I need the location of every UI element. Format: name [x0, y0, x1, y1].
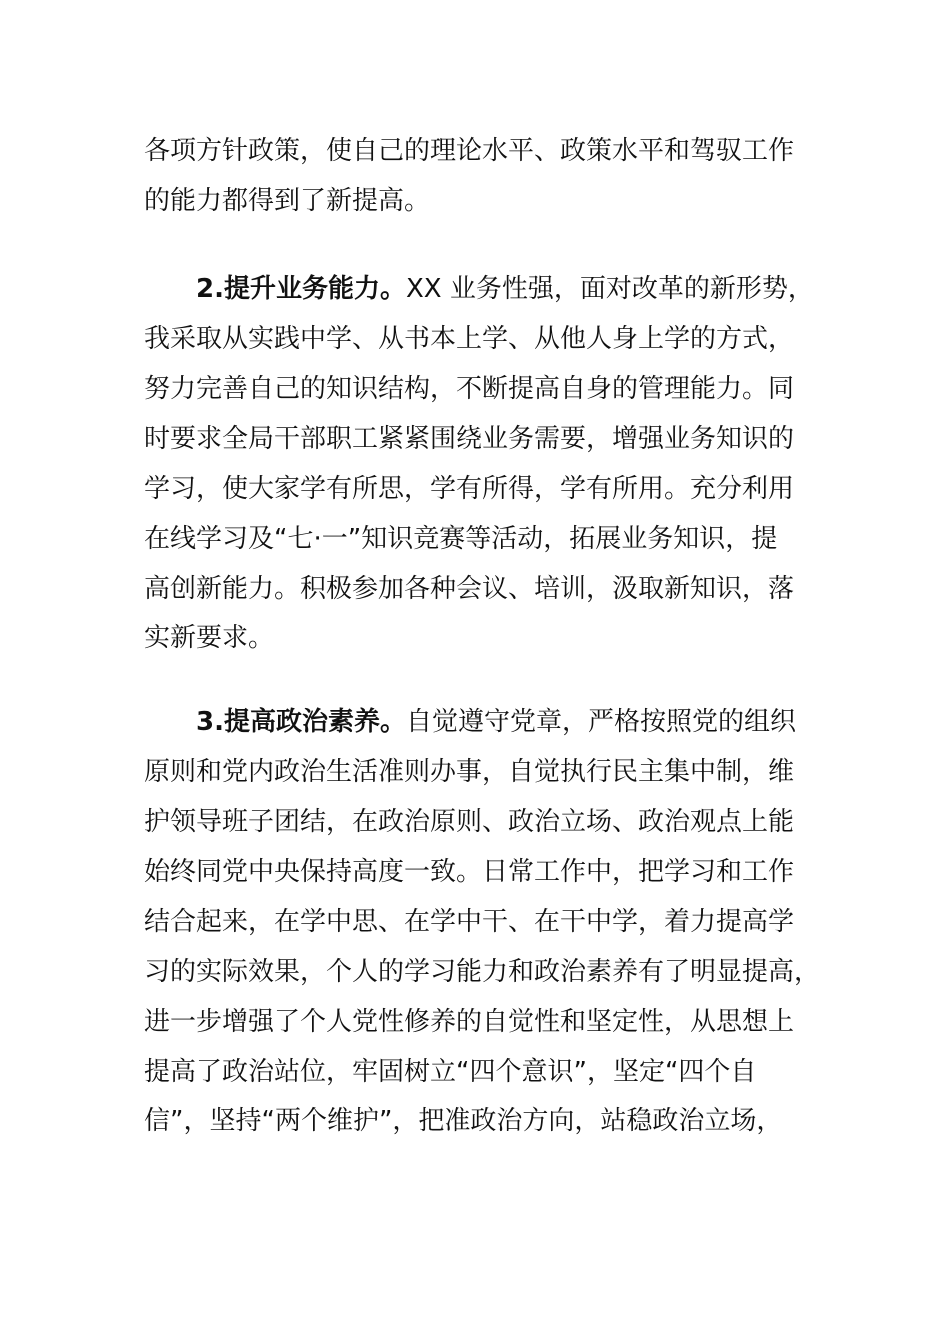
- paragraph-line: 努力完善自己的知识结构，不断提高自身的管理能力。同: [144, 374, 795, 404]
- paragraph-line: 实新要求。: [144, 623, 275, 653]
- paragraph-line: 进一步增强了个人党性修养的自觉性和坚定性，从思想上: [144, 1007, 795, 1037]
- paragraph-line: 的能力都得到了新提高。: [144, 186, 431, 216]
- paragraph-line: 结合起来，在学中思、在学中干、在干中学，着力提高学: [144, 907, 795, 937]
- paragraph-line: 在线学习及“七·一”知识竞赛等活动，拓展业务知识，提: [144, 524, 778, 554]
- section-3-first-line-text: 自觉遵守党章，严格按照党的组织: [405, 707, 796, 737]
- paragraph-line: 各项方针政策，使自己的理论水平、政策水平和驾驭工作: [144, 136, 795, 166]
- section-2-first-line: [196, 272, 824, 306]
- paragraph-line: 学习，使大家学有所思，学有所得，学有所用。充分利用: [144, 474, 795, 504]
- paragraph-line: 始终同党中央保持高度一致。日常工作中，把学习和工作: [144, 857, 795, 887]
- section-3-first-line: [196, 705, 824, 739]
- paragraph-line: 习的实际效果，个人的学习能力和政治素养有了明显提高，: [144, 957, 821, 987]
- paragraph-line: 我采取从实践中学、从书本上学、从他人身上学的方式，: [144, 324, 795, 354]
- paragraph-line: 原则和党内政治生活准则办事，自觉执行民主集中制，维: [144, 757, 795, 787]
- paragraph-line: 高创新能力。积极参加各种会议、培训，汲取新知识，落: [144, 574, 795, 604]
- paragraph-line: 护领导班子团结，在政治原则、政治立场、政治观点上能: [144, 807, 795, 837]
- paragraph-line: 信”，坚持“两个维护”，把准政治方向，站稳政治立场，: [144, 1106, 783, 1136]
- section-2-heading: 2.提升业务能力。: [196, 274, 406, 304]
- section-3-heading: 3.提高政治素养。: [196, 707, 406, 737]
- section-2-first-line-text: XX 业务性强，面对改革的新形势，: [405, 274, 814, 304]
- paragraph-line: 提高了政治站位，牢固树立“四个意识”，坚定“四个自: [144, 1057, 757, 1087]
- paragraph-line: 时要求全局干部职工紧紧围绕业务需要，增强业务知识的: [144, 424, 795, 454]
